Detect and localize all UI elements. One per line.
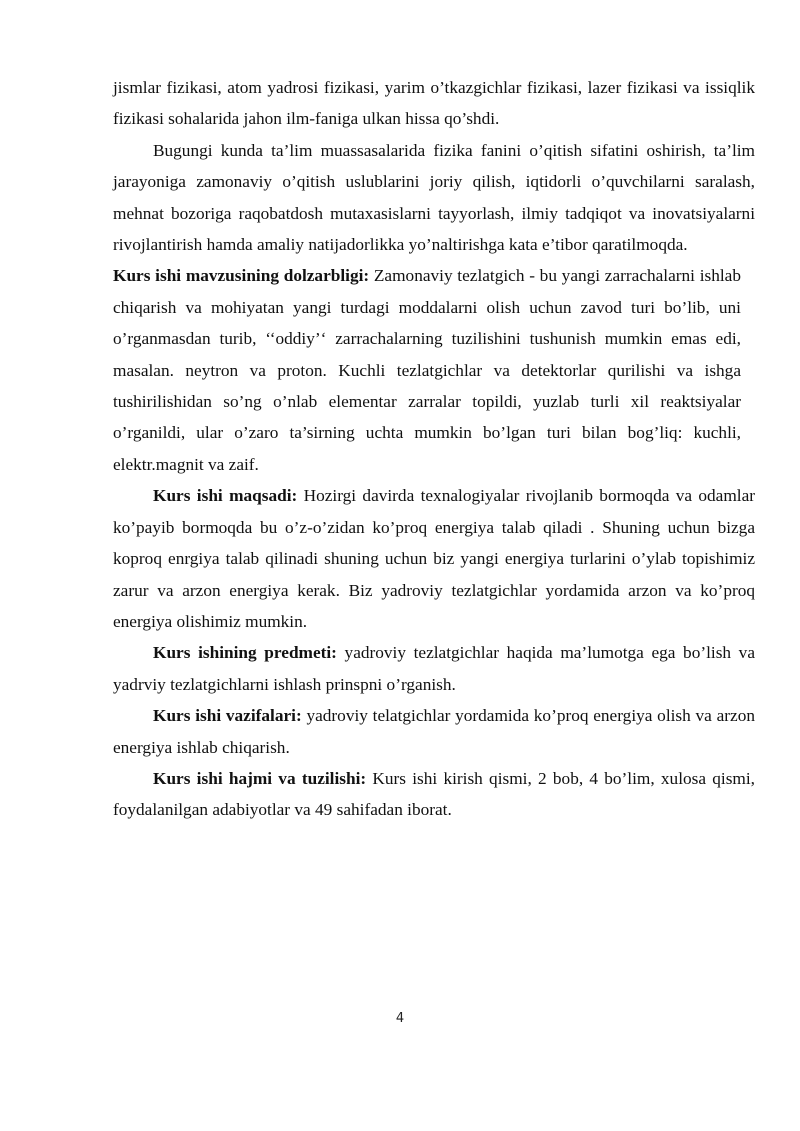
structure-paragraph	[113, 763, 755, 826]
page-number: 4	[395, 1011, 405, 1026]
subject-label: Kurs ishining predmeti:	[153, 643, 337, 663]
goal-text: Hozirgi davirda texnalogiyalar rivojlanib bormoqda va odamlar ko’payib bormoqda bu o’z-o’zidan ko’proq energiya talab qiladi . Shuning uchun bizga koproq enrgiya talab qilinadi shuning uchun biz yangi energiya turlarini o’ylab topishimiz zarur va arzon energiya kerak. Biz yadroviy tezlatgichlar yordamida arzon va ko’proq energiya olishimiz mumkin.	[113, 486, 755, 631]
document-body	[113, 72, 755, 826]
structure-text: Kurs ishi kirish qismi, 2 bob, 4 bo’lim, xulosa qismi, foydalanilgan adabiyotlar va 49 sahifadan iborat.	[113, 768, 755, 820]
tasks-label: Kurs ishi vazifalari:	[153, 706, 302, 726]
tasks-paragraph	[113, 700, 755, 763]
intro-continuation-paragraph: jismlar fizikasi, atom yadrosi fizikasi, yarim o’tkazgichlar fizikasi, lazer fizikasi va issiqlik fizikasi sohalarida jahon ilm-faniga ulkan hissa qo’shdi.	[113, 78, 755, 129]
structure-label: Kurs ishi hajmi va tuzilishi:	[153, 768, 367, 788]
relevance-label: Kurs ishi mavzusining dolzarbligi:	[113, 266, 370, 286]
goal-label: Kurs ishi maqsadi:	[153, 486, 298, 506]
relevance-text: Zamonaviy tezlatgich - bu yangi zarrachalarni ishlab chiqarish va mohiyatan yangi turdagi moddalarni olish uchun zavod turi bo’lib, uni o’rganmasdan turib, ‘‘oddiy’‘ zarrachalarning tuzilishini tushunish mumkin emas edi, masalan. neytron va proton. Kuchli tezlatgichlar va detektorlar qurilishi va ishga tushirilishidan so’ng o’nlab elementar zarralar topildi, yuzlab turli xil reaktsiyalar o’rganildi, ular o’zaro ta’sirning uchta mumkin bo’lgan turi bilan bog’liq: kuchli, elektr.magnit va zaif.	[113, 266, 741, 474]
tasks-text: yadroviy telatgichlar yordamida ko’proq energiya olish va arzon energiya ishlab chiqarish.	[113, 706, 755, 757]
relevance-paragraph	[113, 260, 741, 480]
goal-paragraph	[113, 480, 755, 637]
context-paragraph: Bugungi kunda ta’lim muassasalarida fizika fanini o’qitish sifatini oshirish, ta’lim jarayoniga zamonaviy o’qitish uslublarini joriy qilish, iqtidorli o’quvchilarni saralash, mehnat bozoriga raqobatdosh mutaxasislarni tayyorlash, ilmiy tadqiqot va inovatsiyalarni rivojlantirish hamda amaliy natijadorlikka yo’naltirishga kata e’tibor qaratilmoqda.	[113, 140, 755, 255]
subject-paragraph	[113, 637, 755, 700]
subject-text: yadroviy tezlatgichlar haqida ma’lumotga ega bo’lish va yadrviy tezlatgichlarni ishlash prinspni o’rganish.	[113, 643, 755, 694]
